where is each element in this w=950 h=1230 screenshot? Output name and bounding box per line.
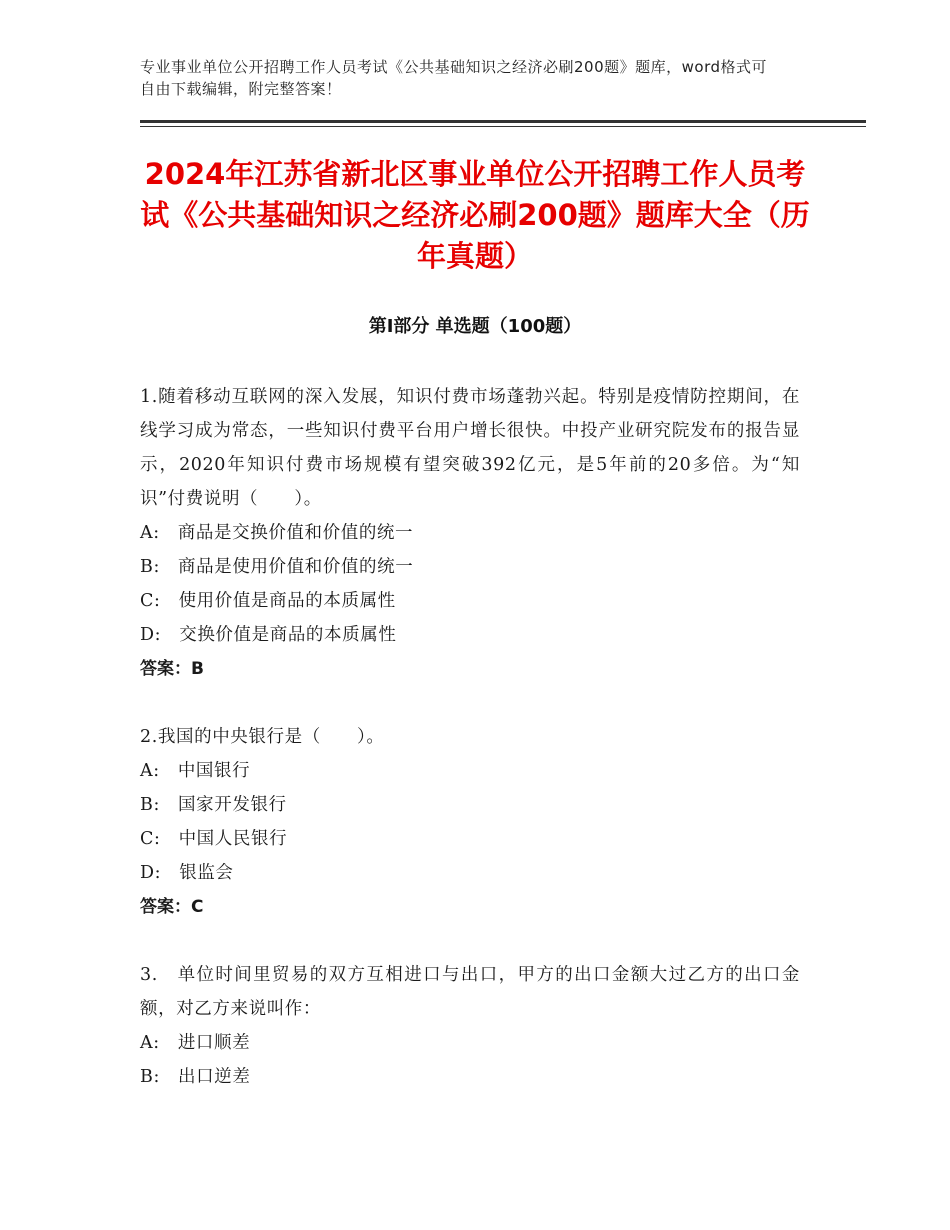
header-divider-thick: [140, 120, 866, 123]
question-list: [140, 380, 800, 1128]
option-a: A: 中国银行: [140, 761, 251, 781]
option-c: C: 使用价值是商品的本质属性: [140, 591, 396, 611]
question-1: [140, 380, 800, 686]
header-divider-thin: [140, 126, 866, 127]
question-stem: 1.随着移动互联网的深入发展，知识付费市场蓬勃兴起。特别是疫情防控期间，在线学习成为常态，一些知识付费平台用户增长很快。中投产业研究院发布的报告显示，2020年知识付费市场规模有望突破392亿元，是5年前的20多倍。为“知识”付费说明（ ）。: [140, 387, 800, 509]
question-stem: 2.我国的中央银行是（ ）。: [140, 727, 385, 747]
option-b: B: 出口逆差: [140, 1067, 251, 1087]
option-b: B: 商品是使用价值和价值的统一: [140, 557, 414, 577]
question-3: [140, 958, 800, 1094]
option-d: D: 交换价值是商品的本质属性: [140, 625, 397, 645]
question-stem: 3. 单位时间里贸易的双方互相进口与出口，甲方的出口金额大过乙方的出口金额，对乙方来说叫作：: [140, 965, 800, 1019]
option-d: D: 银监会: [140, 863, 234, 883]
option-b: B: 国家开发银行: [140, 795, 287, 815]
section-title: 第Ⅰ部分 单选题（100题）: [368, 316, 582, 337]
page-title: 2024年江苏省新北区事业单位公开招聘工作人员考试《公共基础知识之经济必刷200题》题库大全（历年真题）: [140, 157, 810, 273]
option-c: C: 中国人民银行: [140, 829, 288, 849]
answer: 答案：B: [140, 659, 204, 679]
option-a: A: 进口顺差: [140, 1033, 251, 1053]
answer: 答案：C: [140, 897, 204, 917]
question-2: [140, 720, 800, 924]
header-note: 专业事业单位公开招聘工作人员考试《公共基础知识之经济必刷200题》题库，word格式可自由下载编辑，附完整答案！: [140, 58, 768, 98]
option-a: A: 商品是交换价值和价值的统一: [140, 523, 414, 543]
